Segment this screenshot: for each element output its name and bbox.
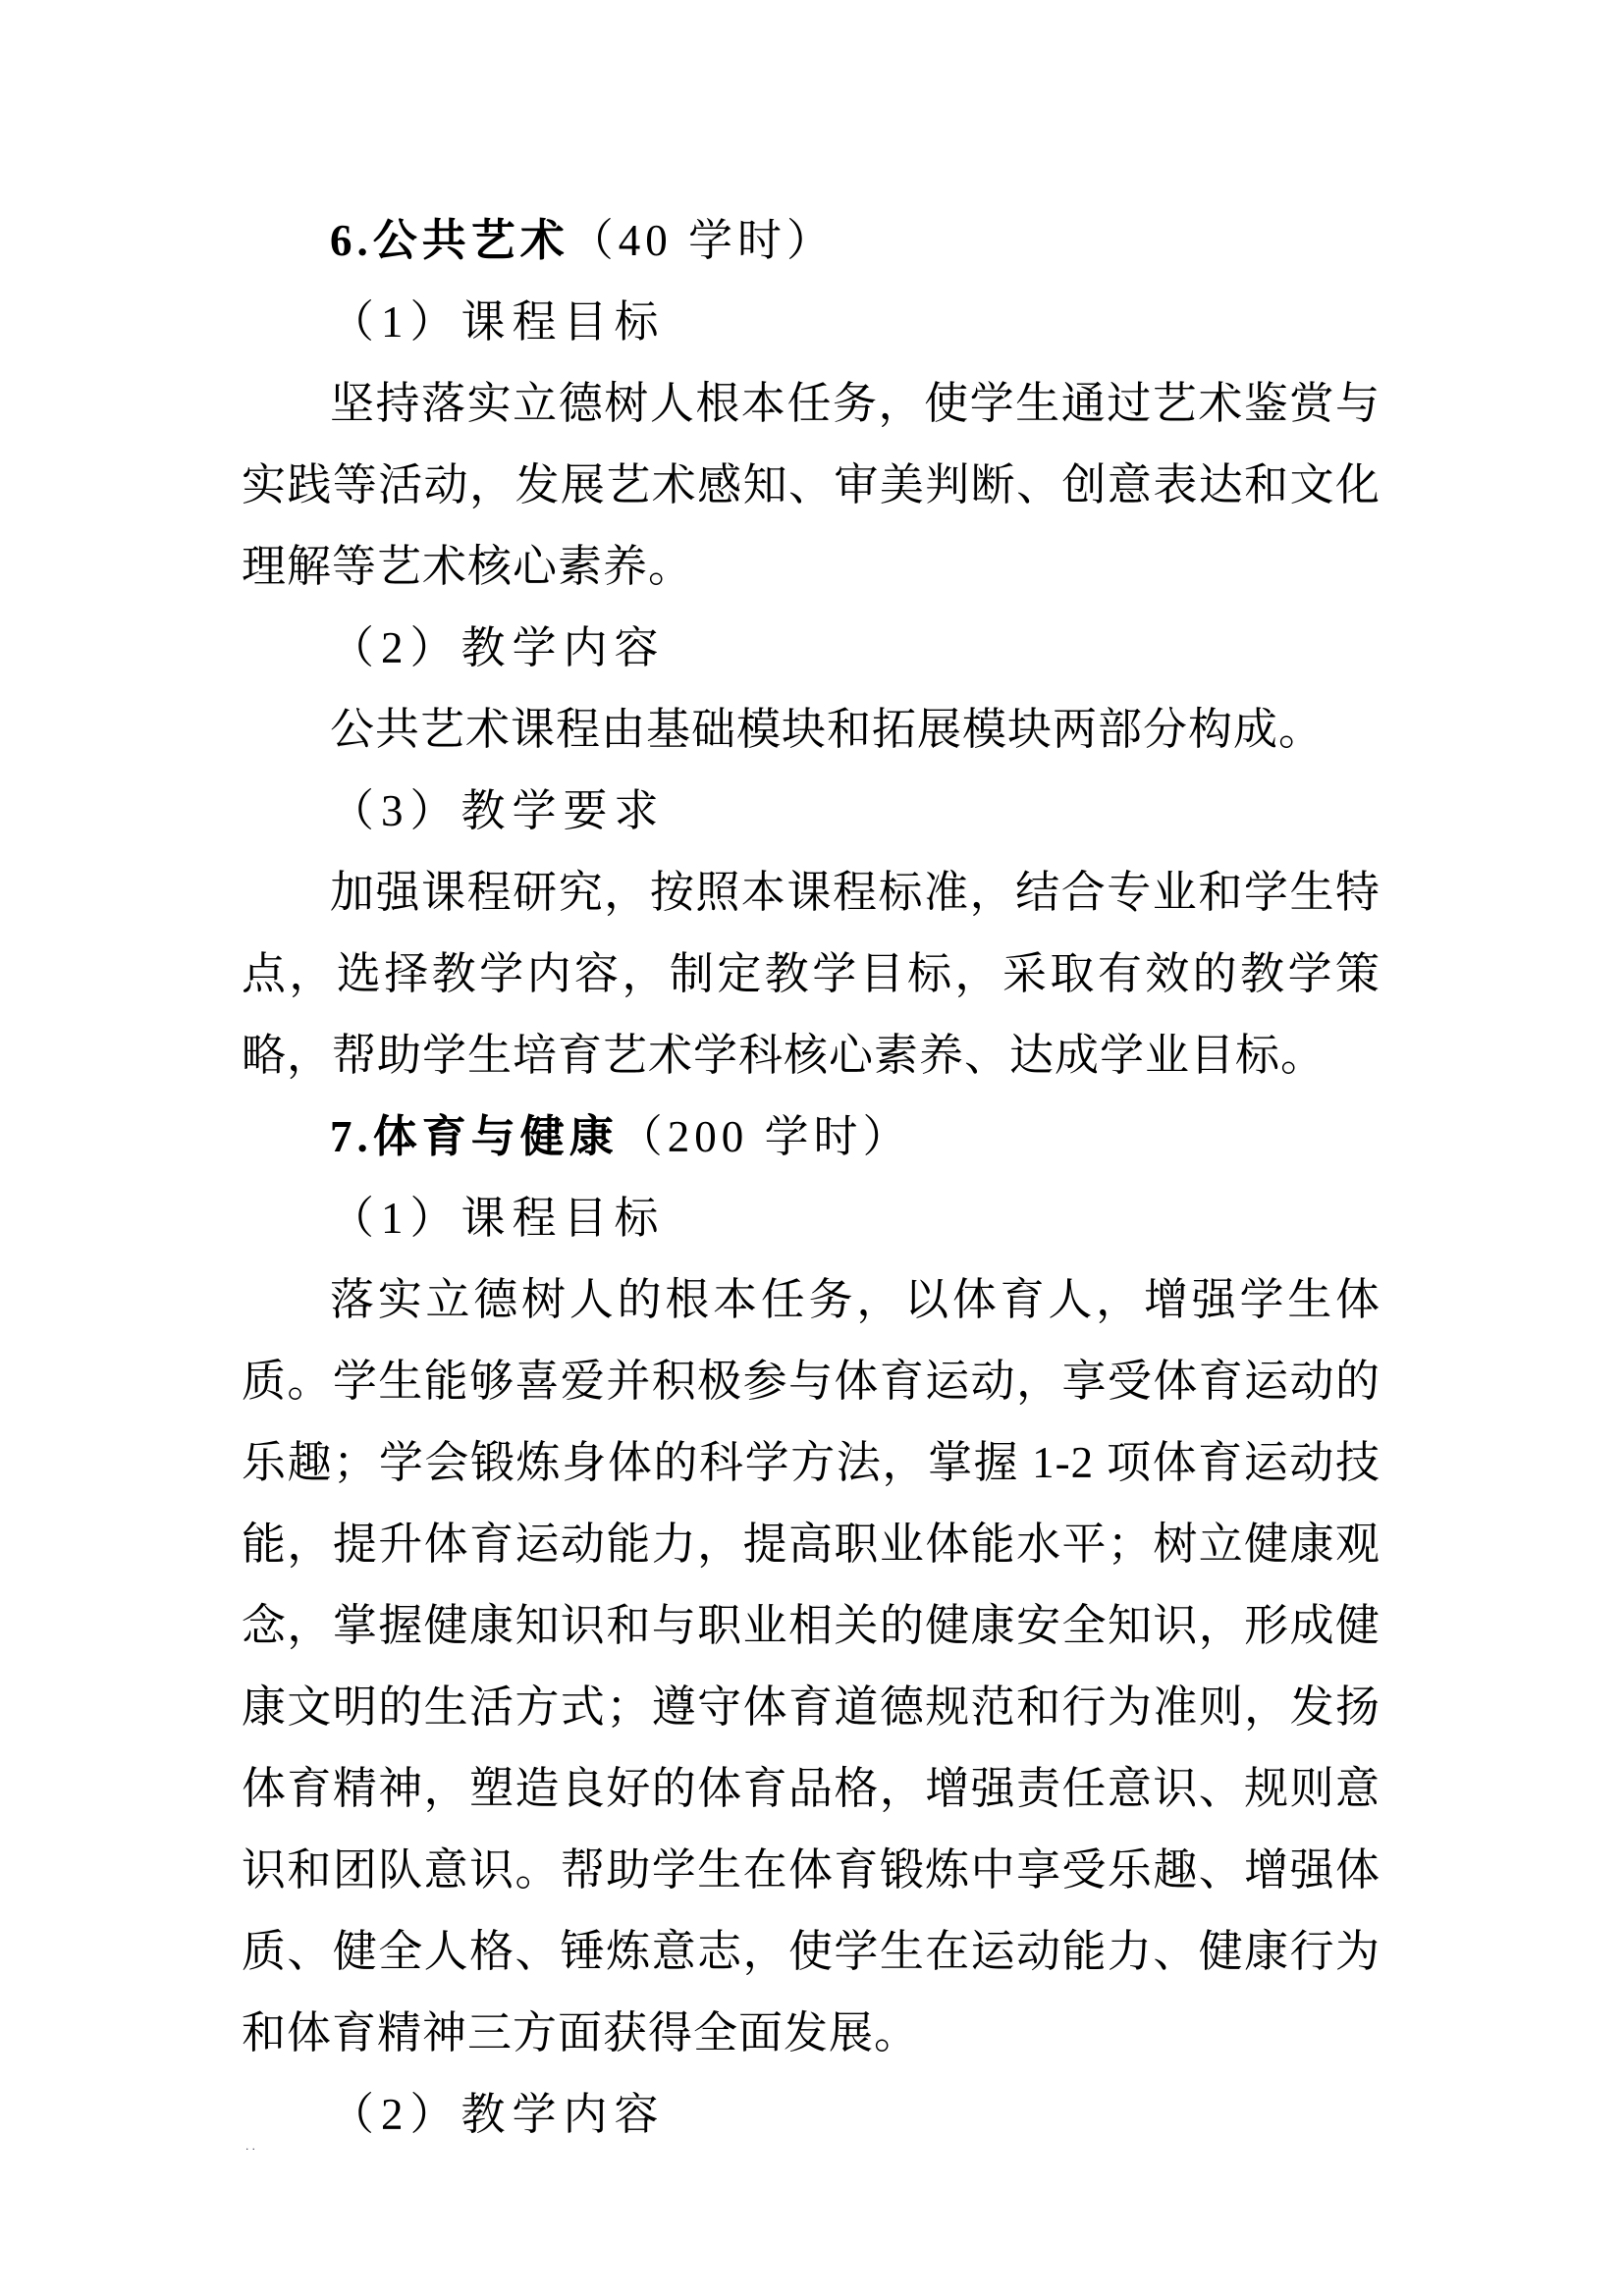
section-6-heading-hours: （40 学时） (568, 216, 837, 265)
section-6-heading-title: 6.公共艺术 (330, 216, 569, 265)
section-6-heading (242, 200, 1380, 282)
section-6-paragraph-course-goals: 坚持落实立德树人根本任务，使学生通过艺术鉴赏与实践等活动，发展艺术感知、审美判断、创意表达和文化理解等艺术核心素养。 (242, 379, 1380, 591)
section-7-paragraph-course-goals: 落实立德树人的根本任务，以体育人，增强学生体质。学生能够喜爱并积极参与体育运动，享受体育运动的乐趣；学会锻炼身体的科学方法，掌握 1-2 项体育运动技能，提升体育运动能力，提高职业体能水平；树立健康观念，掌握健康知识和与职业相关的健康安全知识，形成健康文明的生活方式；遵守体育道德规范和行为准则，发扬体育精神，塑造良好的体育品格，增强责任意识、规则意识和团队意识。帮助学生在体育锻炼中享受乐趣、增强体质、健全人格、锤炼意志，使学生在运动能力、健康行为和体育精神三方面获得全面发展。 (242, 1275, 1380, 2057)
section-7-heading (242, 1096, 1380, 1178)
footer-artifact-mark: ·· (245, 2143, 258, 2156)
section-6-paragraph-teaching-content: 公共艺术课程由基础模块和拓展模块两部分构成。 (330, 705, 1325, 754)
section-6-item-1-heading: （1）课程目标 (330, 297, 666, 347)
section-6-item-3-heading: （3）教学要求 (330, 786, 666, 835)
document-content (242, 200, 1380, 2156)
section-7-item-1-heading: （1）课程目标 (330, 1194, 666, 1243)
section-7-heading-title: 7.体育与健康 (330, 1112, 619, 1161)
section-7-heading-hours: （200 学时） (618, 1112, 912, 1161)
section-6-paragraph-teaching-requirements: 加强课程研究，按照本课程标准，结合专业和学生特点，选择教学内容，制定教学目标，采取有效的教学策略，帮助学生培育艺术学科核心素养、达成学业目标。 (242, 868, 1380, 1080)
section-7-item-2-heading: （2）教学内容 (330, 2090, 666, 2139)
section-6-item-2-heading: （2）教学内容 (330, 623, 666, 672)
